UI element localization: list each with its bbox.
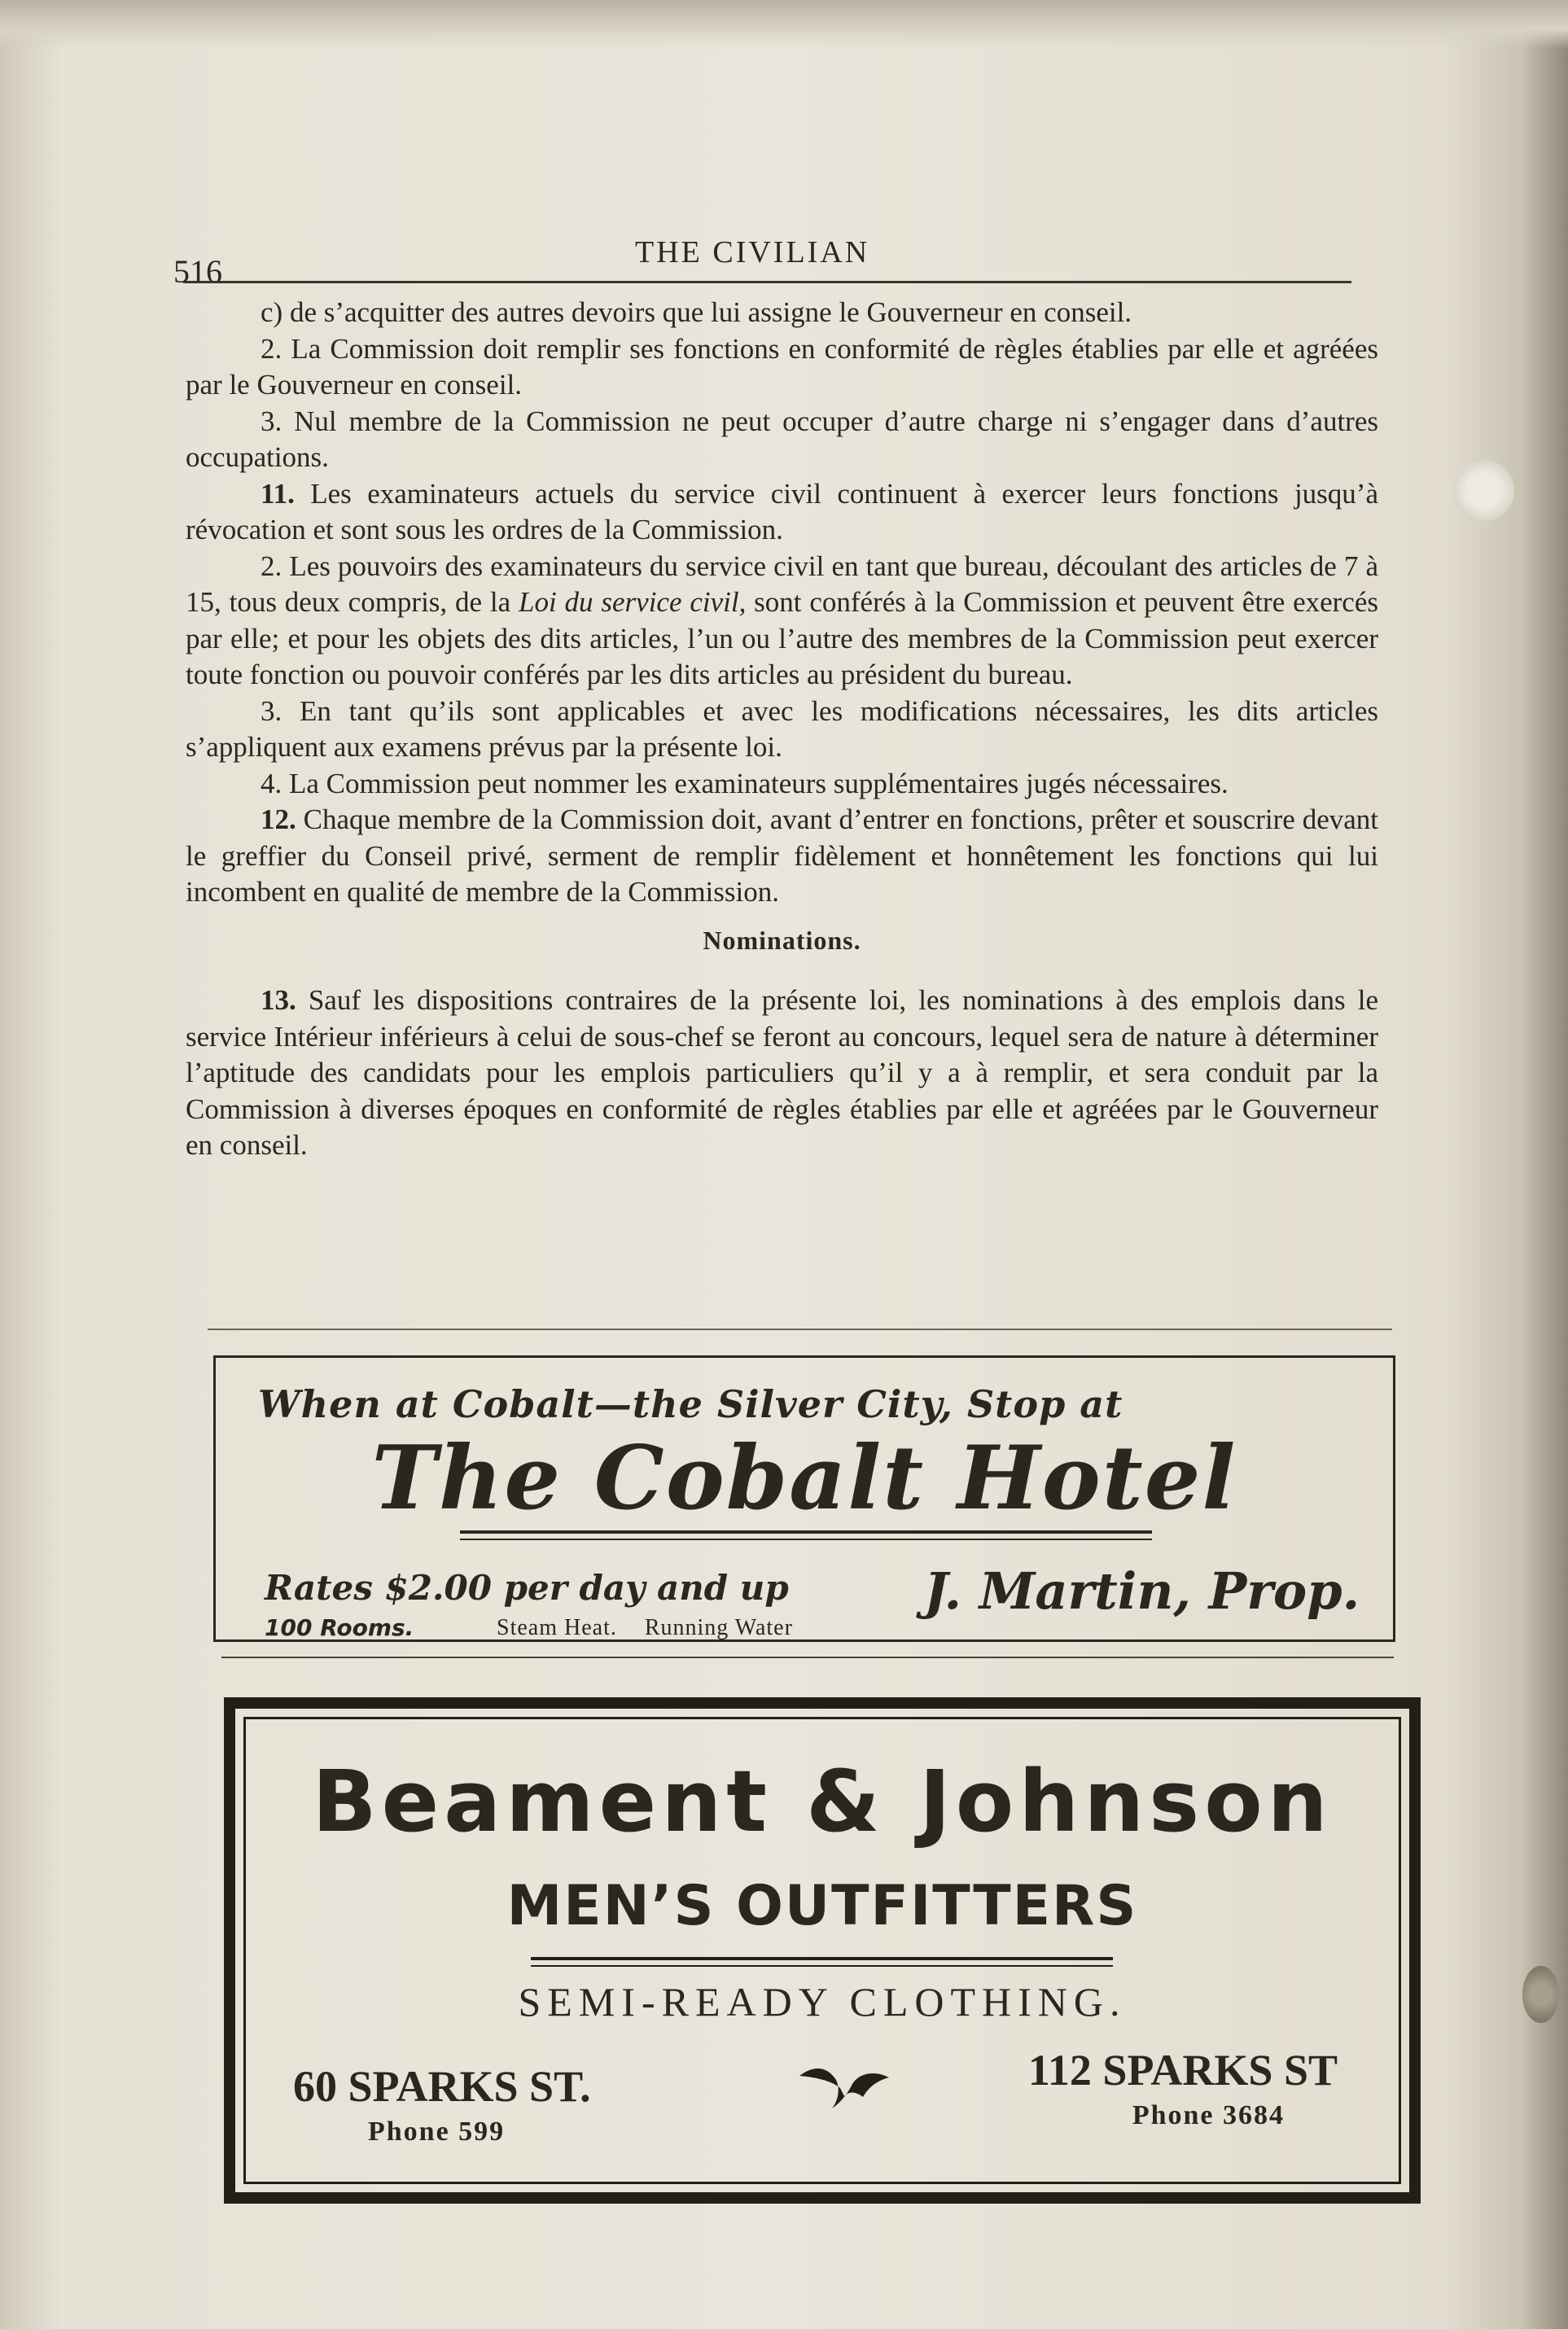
paragraph-text: Les examinateurs actuels du service civil continuent à exercer leurs fonctions jusqu’à révocation et sont sous les ordres de la Commission.	[186, 477, 1378, 545]
cobalt-hotel-ad	[213, 1355, 1395, 1642]
amenity: Steam Heat.	[497, 1615, 617, 1640]
paragraph	[186, 983, 1378, 1164]
paragraph: c) de s’acquitter des autres devoirs que lui assigne le Gouverneur en conseil.	[261, 296, 1132, 328]
ad-inner-frame	[243, 1717, 1401, 2184]
paragraph-text: Chaque membre de la Commission doit, avant d’entrer en fonctions, prêter et souscrire devant le greffier du Conseil privé, serment de remplir fidèlement et honnêtement les fonctions qui lui incombent en qualité de membre de la Commission.	[186, 803, 1378, 908]
section-number: 11.	[261, 477, 295, 510]
hotel-rooms: 100 Rooms.	[265, 1614, 414, 1641]
hotel-rates: Rates $2.00 per day and up	[265, 1568, 789, 1608]
text-end-rule	[208, 1329, 1392, 1330]
section-number: 12.	[261, 803, 296, 835]
binding-clip	[1522, 1966, 1559, 2023]
ornament-icon	[791, 2060, 897, 2121]
binding-hole	[1453, 460, 1514, 521]
paragraph-text: sont conférés à la Commission et peuvent être exercés par elle; et pour les objets des dits articles, l’un ou l’autre des membres de la Commission peut exercer toute fonction ou pouvoir conférés par les dits articles au président du bureau.	[186, 586, 1378, 690]
ad-rule	[460, 1539, 1152, 1540]
address-one: 60 SPARKS ST.	[293, 2062, 591, 2111]
paragraph-text: Sauf les dispositions contraires de la présente loi, les nominations à des emplois dans le service Intérieur inférieurs à celui de sous-chef se feront au concours, lequel sera de nature à déterminer l’aptitude des candidats pour les emplois particuliers qu’il y a à remplir, et sera conduit par la Commission à diverses époques en conformité de règles établies par elle et agréées par le Gouverneur en conseil.	[186, 984, 1378, 1161]
paragraph: 2. La Commission doit remplir ses fonctions en conformité de règles établies par elle et agréées par le Gouverneur en conseil.	[186, 332, 1378, 401]
outfitters-ad	[224, 1697, 1421, 2204]
address-two: 112 SPARKS ST	[1027, 2046, 1338, 2095]
law-title: Loi du service civil,	[519, 586, 747, 618]
header-rule	[183, 281, 1351, 283]
hotel-amenities	[497, 1615, 821, 1641]
page-top-edge	[0, 0, 1568, 49]
firm-subtitle: SEMI-READY CLOTHING.	[518, 1979, 1127, 2025]
paragraph-text: 2. Les pouvoirs des examinateurs du service civil en tant que bureau, découlant des articles de 7 à 15, tous deux compris, de la	[186, 549, 1378, 618]
body-text	[186, 295, 1378, 1164]
hotel-name: The Cobalt Hotel	[371, 1427, 1237, 1530]
phone-two: Phone 3684	[1132, 2100, 1285, 2130]
amenity: Running Water	[644, 1615, 793, 1640]
ad-rule	[531, 1965, 1113, 1967]
ad-divider	[221, 1657, 1394, 1658]
firm-trade: MEN’S OUTFITTERS	[506, 1874, 1138, 1938]
ad-rule	[460, 1530, 1152, 1534]
ad-tagline: When at Cobalt—the Silver City, Stop at	[258, 1382, 1123, 1426]
page-number: 516	[173, 253, 222, 290]
page-header	[167, 220, 1356, 290]
paragraph	[186, 549, 1378, 694]
paragraph: 4. La Commission peut nommer les examinateurs supplémentaires jugés nécessaires.	[261, 767, 1229, 799]
paragraph	[186, 802, 1378, 911]
phone-one: Phone 599	[368, 2117, 506, 2147]
paragraph	[186, 476, 1378, 549]
firm-name: Beament & Johnson	[312, 1752, 1333, 1851]
section-number: 13.	[261, 984, 296, 1016]
section-heading: Nominations.	[703, 925, 861, 955]
running-title: THE CIVILIAN	[635, 235, 870, 269]
paragraph: 3. Nul membre de la Commission ne peut occuper d’autre charge ni s’engager dans d’autres occupations.	[186, 405, 1378, 473]
ad-rule	[531, 1957, 1113, 1960]
paragraph: 3. En tant qu’ils sont applicables et avec les modifications nécessaires, les dits articles s’appliquent aux examens prévus par la présente loi.	[186, 694, 1378, 763]
hotel-proprietor: J. Martin, Prop.	[924, 1561, 1360, 1621]
